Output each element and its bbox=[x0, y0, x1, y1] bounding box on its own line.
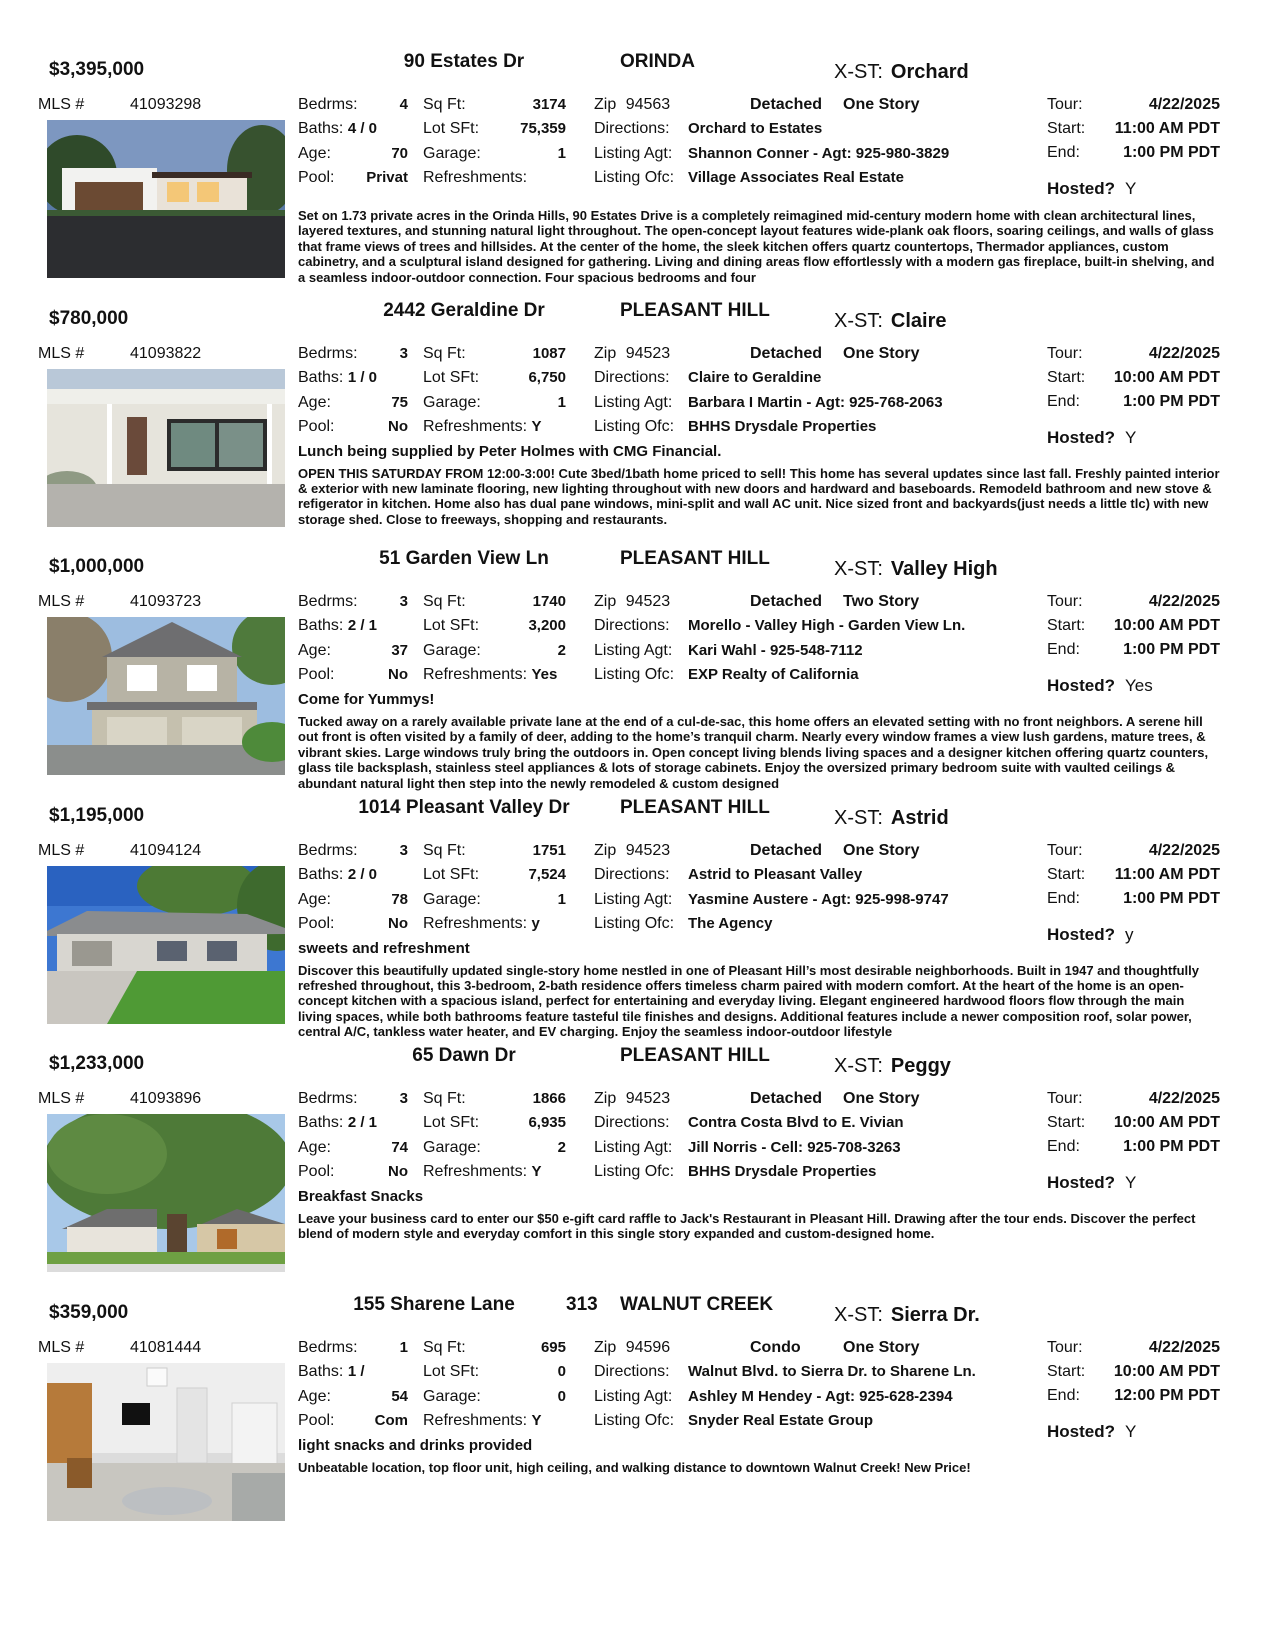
hosted-flag: Hosted? Y bbox=[1047, 179, 1137, 198]
garage-label: Garage: bbox=[423, 1139, 481, 1156]
refreshments-value: Y bbox=[531, 417, 542, 435]
start-time: 10:00 AM PDT bbox=[1113, 1114, 1220, 1131]
listing-office-value: The Agency bbox=[688, 914, 773, 932]
listing-office-label: Listing Ofc: bbox=[594, 169, 675, 186]
listing-city: PLEASANT HILL bbox=[620, 796, 770, 818]
zip-value: 94523 bbox=[625, 1090, 671, 1107]
end-label: End: bbox=[1047, 1386, 1080, 1404]
directions-label: Directions: bbox=[594, 617, 670, 634]
refreshments-value: Yes bbox=[531, 666, 558, 683]
listing-card-4 bbox=[0, 782, 1275, 1040]
listing-price: $3,395,000 bbox=[49, 59, 145, 80]
listing-agent-value: Ashley M Hendey - Agt: 925-628-2394 bbox=[688, 1387, 953, 1405]
baths-value: 2 / 0 bbox=[347, 865, 377, 883]
bedrooms-value: 3 bbox=[399, 344, 408, 362]
refreshment-note: Lunch being supplied by Peter Holmes with CMG Financial. bbox=[298, 442, 722, 460]
age-value: 54 bbox=[391, 1387, 408, 1405]
listing-address: 65 Dawn Dr bbox=[412, 1045, 516, 1066]
listing-office-label: Listing Ofc: bbox=[594, 914, 675, 932]
hosted-flag: Hosted? Y bbox=[1047, 427, 1137, 447]
garage-value: 2 bbox=[557, 642, 566, 659]
tour-label: Tour: bbox=[1047, 1090, 1083, 1107]
pool-label: Pool: bbox=[298, 1411, 335, 1429]
cross-street-value: Claire bbox=[890, 309, 947, 332]
sqft-value: 1751 bbox=[532, 841, 566, 859]
lot-sqft-label: Lot SFt: bbox=[423, 120, 480, 137]
cross-street: X-ST: Valley High bbox=[834, 558, 998, 580]
listing-agent-label: Listing Agt: bbox=[594, 1139, 673, 1156]
cross-street-value: Valley High bbox=[890, 558, 998, 580]
zip-value: 94523 bbox=[625, 841, 671, 859]
mls-label: MLS # bbox=[38, 841, 85, 859]
age-label: Age: bbox=[298, 642, 331, 659]
zip-label: Zip 94523 bbox=[594, 1090, 671, 1107]
listing-price: $1,233,000 bbox=[49, 1053, 145, 1074]
baths-label: Baths: 1 / bbox=[298, 1362, 365, 1380]
zip-label: Zip 94563 bbox=[594, 96, 671, 113]
bedrooms-value: 4 bbox=[399, 96, 408, 113]
hosted-value: Y bbox=[1125, 427, 1137, 447]
lot-sqft-value: 0 bbox=[557, 1362, 566, 1380]
property-type: Detached bbox=[750, 593, 823, 610]
mls-label: MLS # bbox=[38, 344, 85, 362]
start-time: 10:00 AM PDT bbox=[1113, 368, 1220, 386]
listing-office-label: Listing Ofc: bbox=[594, 666, 675, 683]
tour-label: Tour: bbox=[1047, 841, 1083, 859]
listing-card-3 bbox=[0, 533, 1275, 791]
property-style: Two Story bbox=[843, 593, 920, 610]
refreshment-note: Breakfast Snacks bbox=[298, 1188, 424, 1205]
baths-label: Baths: 4 / 0 bbox=[298, 120, 377, 137]
refreshments-value: Y bbox=[531, 1411, 542, 1429]
property-type: Condo bbox=[750, 1338, 801, 1356]
hosted-value: Y bbox=[1125, 1173, 1137, 1192]
tour-label: Tour: bbox=[1047, 344, 1083, 362]
tour-label: Tour: bbox=[1047, 593, 1083, 610]
property-type: Detached bbox=[750, 344, 823, 362]
tour-label: Tour: bbox=[1047, 1338, 1083, 1356]
end-time: 12:00 PM PDT bbox=[1114, 1386, 1220, 1404]
end-label: End: bbox=[1047, 392, 1080, 410]
start-label: Start: bbox=[1047, 617, 1086, 634]
house-photo-image bbox=[47, 1363, 285, 1521]
age-value: 78 bbox=[391, 890, 408, 908]
sqft-label: Sq Ft: bbox=[423, 841, 466, 859]
age-value: 37 bbox=[391, 642, 408, 659]
baths-value: 4 / 0 bbox=[347, 120, 377, 137]
directions-value: Morello - Valley High - Garden View Ln. bbox=[688, 617, 966, 634]
baths-label: Baths: 2 / 1 bbox=[298, 617, 377, 634]
bedrooms-value: 3 bbox=[399, 841, 408, 859]
start-time: 10:00 AM PDT bbox=[1113, 617, 1220, 634]
garage-value: 1 bbox=[557, 145, 566, 162]
listing-unit: 313 bbox=[566, 1293, 598, 1315]
hosted-flag: Hosted? y bbox=[1047, 924, 1134, 944]
mls-number: 41093723 bbox=[130, 593, 202, 610]
bedrooms-label: Bedrms: bbox=[298, 841, 358, 859]
baths-value: 1 / bbox=[347, 1362, 365, 1380]
sqft-label: Sq Ft: bbox=[423, 593, 466, 610]
garage-value: 0 bbox=[557, 1387, 566, 1405]
listing-agent-value: Kari Wahl - 925-548-7112 bbox=[688, 642, 863, 659]
pool-value: No bbox=[388, 914, 408, 932]
directions-value: Claire to Geraldine bbox=[688, 368, 822, 386]
age-label: Age: bbox=[298, 145, 331, 162]
mls-number: 41093822 bbox=[130, 344, 202, 362]
pool-value: Privat bbox=[366, 169, 408, 186]
mls-number: 41093298 bbox=[130, 96, 202, 113]
cross-street: X-ST: Orchard bbox=[834, 61, 969, 83]
zip-value: 94596 bbox=[625, 1338, 671, 1356]
mls-number: 41094124 bbox=[130, 841, 202, 859]
listing-office-label: Listing Ofc: bbox=[594, 417, 675, 435]
lot-sqft-label: Lot SFt: bbox=[423, 865, 480, 883]
mls-label: MLS # bbox=[38, 593, 85, 610]
house-photo-image bbox=[47, 617, 285, 775]
listing-office-label: Listing Ofc: bbox=[594, 1411, 675, 1429]
listing-description: Tucked away on a rarely available private lane at the end of a cul-de-sac, this home offers an elevated setting with no front neighbors. A serene hill out front is often visited by a family of deer, adding to the home’s tranquil charm. Nearly every window frames a view lush gardens, mature trees, & vibrant skies. Large windows truly bring the outdoors in. Open concept living blends living spaces and a designer kitchen offering quartz counters, glass tile backsplash, stainless steel appliances & lots of storage cabinets. Enjoy the oversized primary bedroom suite with vaulted ceilings & abundant natural light then step into the newly remodeled & custom designed bbox=[298, 714, 1209, 791]
listing-photo bbox=[47, 1114, 285, 1272]
listing-agent-value: Shannon Conner - Agt: 925-980-3829 bbox=[688, 145, 950, 162]
hosted-value: y bbox=[1125, 924, 1134, 944]
tour-date: 4/22/2025 bbox=[1148, 96, 1220, 113]
hosted-flag: Hosted? Y bbox=[1047, 1421, 1137, 1441]
sqft-label: Sq Ft: bbox=[423, 1338, 466, 1356]
lot-sqft-label: Lot SFt: bbox=[423, 617, 480, 634]
listing-city: PLEASANT HILL bbox=[620, 299, 770, 321]
listing-office-value: BHHS Drysdale Properties bbox=[688, 417, 877, 435]
listing-photo bbox=[47, 866, 285, 1024]
hosted-flag: Hosted? Y bbox=[1047, 1173, 1137, 1192]
cross-street: X-ST: Astrid bbox=[834, 806, 949, 829]
garage-label: Garage: bbox=[423, 642, 481, 659]
refreshments-label: Refreshments: y bbox=[423, 914, 540, 932]
cross-street-value: Orchard bbox=[890, 61, 969, 83]
listing-address: 155 Sharene Lane bbox=[353, 1293, 515, 1315]
hosted-value: Y bbox=[1125, 1421, 1137, 1441]
mls-label: MLS # bbox=[38, 96, 85, 113]
listing-address: 1014 Pleasant Valley Dr bbox=[358, 796, 570, 818]
baths-value: 1 / 0 bbox=[347, 368, 377, 386]
directions-value: Astrid to Pleasant Valley bbox=[688, 865, 863, 883]
tour-date: 4/22/2025 bbox=[1148, 593, 1220, 610]
end-label: End: bbox=[1047, 641, 1080, 658]
directions-value: Orchard to Estates bbox=[688, 120, 823, 137]
start-time: 11:00 AM PDT bbox=[1114, 120, 1220, 137]
cross-street: X-ST: Peggy bbox=[834, 1055, 951, 1077]
refreshments-label: Refreshments: Y bbox=[423, 1411, 542, 1429]
listing-agent-label: Listing Agt: bbox=[594, 642, 673, 659]
pool-label: Pool: bbox=[298, 666, 335, 683]
baths-label: Baths: 1 / 0 bbox=[298, 368, 377, 386]
pool-value: No bbox=[388, 666, 408, 683]
refreshments-value: y bbox=[531, 914, 540, 932]
zip-value: 94523 bbox=[625, 593, 671, 610]
house-photo-image bbox=[47, 1114, 285, 1272]
lot-sqft-value: 7,524 bbox=[528, 865, 566, 883]
sqft-label: Sq Ft: bbox=[423, 96, 466, 113]
start-time: 10:00 AM PDT bbox=[1113, 1362, 1220, 1380]
garage-label: Garage: bbox=[423, 890, 481, 908]
listing-address: 51 Garden View Ln bbox=[379, 548, 549, 569]
listing-agent-label: Listing Agt: bbox=[594, 145, 673, 162]
age-label: Age: bbox=[298, 890, 331, 908]
bedrooms-label: Bedrms: bbox=[298, 344, 358, 362]
refreshment-note: sweets and refreshment bbox=[298, 939, 470, 957]
bedrooms-label: Bedrms: bbox=[298, 1090, 358, 1107]
lot-sqft-value: 6,935 bbox=[528, 1114, 566, 1131]
listing-city: PLEASANT HILL bbox=[620, 1045, 770, 1066]
garage-value: 2 bbox=[557, 1139, 566, 1156]
cross-street: X-ST: Claire bbox=[834, 309, 947, 332]
zip-label: Zip 94523 bbox=[594, 841, 671, 859]
lot-sqft-label: Lot SFt: bbox=[423, 1114, 480, 1131]
property-style: One Story bbox=[843, 344, 920, 362]
listing-city: WALNUT CREEK bbox=[620, 1293, 774, 1315]
start-time: 11:00 AM PDT bbox=[1114, 865, 1220, 883]
listing-address: 90 Estates Dr bbox=[403, 51, 525, 72]
directions-label: Directions: bbox=[594, 1362, 670, 1380]
hosted-flag: Hosted? Yes bbox=[1047, 676, 1153, 695]
cross-street: X-ST: Sierra Dr. bbox=[834, 1303, 980, 1326]
listing-card-6 bbox=[0, 1279, 1275, 1537]
end-time: 1:00 PM PDT bbox=[1123, 144, 1220, 161]
listing-photo bbox=[47, 617, 285, 775]
pool-value: No bbox=[388, 417, 408, 435]
baths-value: 2 / 1 bbox=[347, 1114, 377, 1131]
age-value: 70 bbox=[391, 145, 408, 162]
pool-value: No bbox=[388, 1163, 408, 1180]
tour-date: 4/22/2025 bbox=[1148, 1090, 1220, 1107]
property-style: One Story bbox=[843, 1338, 920, 1356]
pool-value: Com bbox=[374, 1411, 408, 1429]
listing-photo bbox=[47, 1363, 285, 1521]
listing-description: Leave your business card to enter our $50 e-gift card raffle to Jack's Restaurant in Pleasant Hill. Drawing after the tour ends. Discover the perfect blend of modern style and everyday comfort in this single story expanded and custom-designed home. bbox=[298, 1211, 1196, 1242]
start-label: Start: bbox=[1047, 1114, 1086, 1131]
listing-description: OPEN THIS SATURDAY FROM 12:00-3:00! Cute 3bed/1bath home priced to sell! This home has several updates since last fall. Freshly painted interior & exterior with new laminate flooring, new lighting throughout with new doors and hardward and baseboards. Remodeld bathroom and new stove & refigerator in kitchen. Home also has dual pane windows, mini-split and wall AC unit. Nice sized front and backyards(just needs a little tlc) with new storage shed. Close to freeways, shopping and restaurants. bbox=[298, 465, 1220, 527]
start-label: Start: bbox=[1047, 368, 1086, 386]
lot-sqft-label: Lot SFt: bbox=[423, 1362, 480, 1380]
directions-value: Walnut Blvd. to Sierra Dr. to Sharene Ln. bbox=[688, 1362, 976, 1380]
listing-agent-label: Listing Agt: bbox=[594, 1387, 673, 1405]
bedrooms-value: 3 bbox=[399, 593, 408, 610]
hosted-value: Y bbox=[1125, 179, 1137, 198]
pool-label: Pool: bbox=[298, 169, 335, 186]
bedrooms-label: Bedrms: bbox=[298, 1338, 358, 1356]
age-value: 75 bbox=[391, 393, 408, 411]
directions-label: Directions: bbox=[594, 865, 670, 883]
property-style: One Story bbox=[843, 841, 920, 859]
listing-photo bbox=[47, 369, 285, 527]
age-label: Age: bbox=[298, 1139, 331, 1156]
hosted-value: Yes bbox=[1125, 676, 1153, 695]
end-label: End: bbox=[1047, 1138, 1080, 1155]
zip-label: Zip 94523 bbox=[594, 593, 671, 610]
end-time: 1:00 PM PDT bbox=[1123, 641, 1220, 658]
zip-value: 94563 bbox=[625, 96, 671, 113]
listing-office-value: EXP Realty of California bbox=[688, 666, 859, 683]
sqft-label: Sq Ft: bbox=[423, 344, 466, 362]
listing-office-value: Snyder Real Estate Group bbox=[688, 1411, 874, 1429]
end-label: End: bbox=[1047, 144, 1080, 161]
sqft-label: Sq Ft: bbox=[423, 1090, 466, 1107]
tour-label: Tour: bbox=[1047, 96, 1083, 113]
refreshments-value: Y bbox=[531, 1163, 542, 1180]
cross-street-value: Peggy bbox=[890, 1055, 951, 1077]
mls-number: 41081444 bbox=[130, 1338, 202, 1356]
mls-label: MLS # bbox=[38, 1338, 85, 1356]
listing-agent-label: Listing Agt: bbox=[594, 890, 673, 908]
lot-sqft-value: 75,359 bbox=[520, 120, 566, 137]
listing-office-label: Listing Ofc: bbox=[594, 1163, 675, 1180]
end-time: 1:00 PM PDT bbox=[1123, 889, 1220, 907]
house-photo-image bbox=[47, 369, 285, 527]
house-photo-image bbox=[47, 866, 285, 1024]
listing-agent-value: Barbara I Martin - Agt: 925-768-2063 bbox=[688, 393, 943, 411]
cross-street-value: Sierra Dr. bbox=[890, 1303, 980, 1326]
refreshments-label: Refreshments: Y bbox=[423, 1163, 542, 1180]
property-style: One Story bbox=[843, 1090, 920, 1107]
garage-label: Garage: bbox=[423, 393, 481, 411]
tour-date: 4/22/2025 bbox=[1148, 1338, 1220, 1356]
listing-card-5 bbox=[0, 1030, 1275, 1288]
garage-value: 1 bbox=[557, 393, 566, 411]
listing-office-value: Village Associates Real Estate bbox=[688, 169, 904, 186]
age-value: 74 bbox=[391, 1139, 408, 1156]
listing-agent-value: Yasmine Austere - Agt: 925-998-9747 bbox=[688, 890, 949, 908]
baths-label: Baths: 2 / 1 bbox=[298, 1114, 377, 1131]
listing-description: Unbeatable location, top floor unit, high ceiling, and walking distance to downtown Walnut Creek! New Price! bbox=[298, 1459, 971, 1475]
garage-label: Garage: bbox=[423, 1387, 481, 1405]
start-label: Start: bbox=[1047, 120, 1086, 137]
listing-price: $780,000 bbox=[49, 307, 129, 329]
property-type: Detached bbox=[750, 96, 823, 113]
garage-label: Garage: bbox=[423, 145, 481, 162]
refreshment-note: light snacks and drinks provided bbox=[298, 1436, 533, 1454]
cross-street-value: Astrid bbox=[890, 806, 949, 829]
listing-description: Discover this beautifully updated single-story home nestled in one of Pleasant Hill’s most desirable neighborhoods. Built in 1947 and thoughtfully refreshed throughout, this 3-bedroom, 2-bath residence offers timeless charm paired with modern comfort. At the heart of the home is an open-concept kitchen with a spacious island, perfect for entertaining and everyday living. Elegant engineered hardwood floors flow through the main living spaces, while both bathrooms feature tasteful tile finishes and designs. Additional features include a newer composition roof, solar power, central A/C, tankless water heater, and EV charging. Enjoy the seamless indoor-outdoor lifestyle bbox=[298, 962, 1199, 1040]
listing-price: $1,000,000 bbox=[49, 556, 145, 577]
refreshments-label: Refreshments: Y bbox=[423, 417, 542, 435]
age-label: Age: bbox=[298, 393, 331, 411]
listing-card-2 bbox=[0, 285, 1275, 543]
directions-value: Contra Costa Blvd to E. Vivian bbox=[688, 1114, 904, 1131]
sqft-value: 695 bbox=[540, 1338, 566, 1356]
property-style: One Story bbox=[843, 96, 920, 113]
lot-sqft-value: 3,200 bbox=[528, 617, 566, 634]
bedrooms-value: 3 bbox=[399, 1090, 408, 1107]
pool-label: Pool: bbox=[298, 1163, 335, 1180]
lot-sqft-value: 6,750 bbox=[528, 368, 566, 386]
baths-label: Baths: 2 / 0 bbox=[298, 865, 377, 883]
pool-label: Pool: bbox=[298, 914, 335, 932]
listing-address: 2442 Geraldine Dr bbox=[383, 299, 545, 321]
listing-city: ORINDA bbox=[620, 51, 695, 72]
start-label: Start: bbox=[1047, 1362, 1086, 1380]
refreshments-label: Refreshments: bbox=[423, 169, 528, 186]
sqft-value: 1740 bbox=[532, 593, 566, 610]
bedrooms-value: 1 bbox=[399, 1338, 408, 1356]
start-label: Start: bbox=[1047, 865, 1086, 883]
tour-date: 4/22/2025 bbox=[1148, 344, 1220, 362]
listing-card-1 bbox=[0, 36, 1275, 294]
end-time: 1:00 PM PDT bbox=[1123, 392, 1220, 410]
baths-value: 2 / 1 bbox=[347, 617, 377, 634]
listing-agent-label: Listing Agt: bbox=[594, 393, 673, 411]
pool-label: Pool: bbox=[298, 417, 335, 435]
refreshments-label: Refreshments: Yes bbox=[423, 666, 558, 683]
directions-label: Directions: bbox=[594, 1114, 670, 1131]
listing-price: $359,000 bbox=[49, 1301, 129, 1323]
garage-value: 1 bbox=[557, 890, 566, 908]
listing-city: PLEASANT HILL bbox=[620, 548, 770, 569]
bedrooms-label: Bedrms: bbox=[298, 96, 358, 113]
listing-office-value: BHHS Drysdale Properties bbox=[688, 1163, 877, 1180]
zip-label: Zip 94596 bbox=[594, 1338, 671, 1356]
zip-value: 94523 bbox=[625, 344, 671, 362]
tour-date: 4/22/2025 bbox=[1148, 841, 1220, 859]
directions-label: Directions: bbox=[594, 120, 670, 137]
sqft-value: 1087 bbox=[532, 344, 566, 362]
sqft-value: 1866 bbox=[532, 1090, 566, 1107]
end-time: 1:00 PM PDT bbox=[1123, 1138, 1220, 1155]
property-type: Detached bbox=[750, 1090, 823, 1107]
age-label: Age: bbox=[298, 1387, 331, 1405]
zip-label: Zip 94523 bbox=[594, 344, 671, 362]
bedrooms-label: Bedrms: bbox=[298, 593, 358, 610]
listing-description: Set on 1.73 private acres in the Orinda Hills, 90 Estates Drive is a completely reimagined mid-century modern home with clean architectural lines, layered textures, and stunning natural light throughout. The open-concept layout features wide-plank oak floors, soaring ceilings, and walls of glass that frame views of trees and hillsides. At the center of the home, the sleek kitchen offers quartz countertops, Thermador appliances, custom cabinetry, and a sculptural island designed for gathering. Living and dining areas flow effortlessly with a modern gas fireplace, built-in shelving, and a seamless indoor-outdoor connection. Four spacious bedrooms and four bbox=[298, 208, 1215, 285]
lot-sqft-label: Lot SFt: bbox=[423, 368, 480, 386]
listing-photo bbox=[47, 120, 285, 278]
listing-price: $1,195,000 bbox=[49, 804, 145, 826]
listing-agent-value: Jill Norris - Cell: 925-708-3263 bbox=[688, 1139, 901, 1156]
mls-number: 41093896 bbox=[130, 1090, 202, 1107]
mls-label: MLS # bbox=[38, 1090, 85, 1107]
sqft-value: 3174 bbox=[532, 96, 566, 113]
refreshment-note: Come for Yummys! bbox=[298, 691, 435, 708]
directions-label: Directions: bbox=[594, 368, 670, 386]
property-type: Detached bbox=[750, 841, 823, 859]
house-photo-image bbox=[47, 120, 285, 278]
end-label: End: bbox=[1047, 889, 1080, 907]
